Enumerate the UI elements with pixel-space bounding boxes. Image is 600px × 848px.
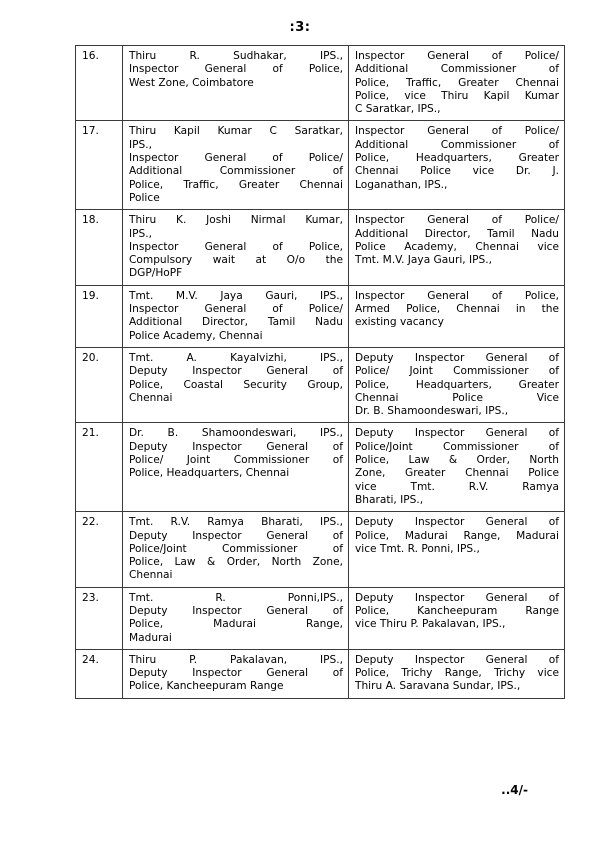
present-posting-line: Inspector General of Police, [129,63,343,76]
posted-as-line: Police Academy, Chennai vice [355,240,559,253]
row-posted-as [349,649,565,698]
row-serial-number: 19. [76,285,123,347]
row-posted-as [349,46,565,121]
present-posting-line: Deputy Inspector General of [129,440,343,453]
present-posting-line: Additional Commissioner of [129,165,343,178]
present-posting-line: Tmt. R.V. Ramya Bharati, IPS., [129,516,343,529]
present-posting-line: Deputy Inspector General of [129,365,343,378]
present-posting-line: Tmt. M.V. Jaya Gauri, IPS., [129,289,343,302]
posted-as-line: Zone, Greater Chennai Police [355,467,559,480]
present-posting-line: Thiru K. Joshi Nirmal Kumar, [129,214,343,227]
present-posting-line: Thiru Kapil Kumar C Saratkar, [129,125,343,138]
row-present-posting [123,46,349,121]
page-continuation-footer: ..4/- [501,783,528,797]
present-posting-line: Tmt. R. Ponni,IPS., [129,591,343,604]
posted-as-line: Armed Police, Chennai in the [355,303,559,316]
present-posting-line: Deputy Inspector General of [129,529,343,542]
row-serial-number: 16. [76,46,123,121]
present-posting-line: DGP/HoPF [129,267,183,280]
posted-as-line: Deputy Inspector General of [355,653,559,666]
present-posting-line: Inspector General of Police/ [129,303,343,316]
present-posting-line: Tmt. A. Kayalvizhi, IPS., [129,351,343,364]
posted-as-line: Police, Law & Order, North [355,454,559,467]
posted-as-line: Police, vice Thiru Kapil Kumar [355,89,559,102]
posted-as-line: Inspector General of Police, [355,289,559,302]
posted-as-line: Tmt. M.V. Jaya Gauri, IPS., [355,254,492,267]
table-row [76,121,565,210]
posted-as-line: Additional Commissioner of [355,63,559,76]
present-posting-line: Madurai [129,631,172,644]
row-serial-number: 18. [76,210,123,285]
row-serial-number: 20. [76,347,123,422]
posted-as-line: Inspector General of Police/ [355,214,559,227]
present-posting-line: Inspector General of Police/ [129,152,343,165]
row-posted-as [349,512,565,587]
present-posting-line: Police, Headquarters, Chennai [129,467,290,480]
row-posted-as [349,423,565,512]
posted-as-line: Dr. B. Shamoondeswari, IPS., [355,405,509,418]
posted-as-line: Inspector General of Police/ [355,125,559,138]
row-present-posting [123,210,349,285]
table-row [76,512,565,587]
row-serial-number: 17. [76,121,123,210]
present-posting-line: Police/Joint Commissioner of [129,542,343,555]
table-row [76,285,565,347]
row-present-posting [123,423,349,512]
posted-as-line: Deputy Inspector General of [355,591,559,604]
row-serial-number: 21. [76,423,123,512]
posted-as-line: Bharati, IPS., [355,493,424,506]
posted-as-line: vice Thiru P. Pakalavan, IPS., [355,618,506,631]
posted-as-line: Thiru A. Saravana Sundar, IPS., [355,680,521,693]
present-posting-line: Dr. B. Shamoondeswari, IPS., [129,427,343,440]
posted-as-line: Additional Director, Tamil Nadu [355,227,559,240]
row-serial-number: 23. [76,587,123,649]
posted-as-line: vice Tmt. R. Ponni, IPS., [355,542,480,555]
row-posted-as [349,347,565,422]
posted-as-line: Police, Headquarters, Greater [355,378,559,391]
present-posting-line: Inspector General of Police, [129,240,343,253]
present-posting-line: Chennai [129,569,173,582]
table-row [76,649,565,698]
present-posting-line: IPS., [129,227,152,240]
present-posting-line: Additional Director, Tamil Nadu [129,316,343,329]
posted-as-line: Inspector General of Police/ [355,50,559,62]
present-posting-line: Police [129,191,160,204]
present-posting-line: Police/ Joint Commissioner of [129,454,343,467]
posted-as-line: C Saratkar, IPS., [355,103,441,116]
table-body [76,46,565,699]
posted-as-line: Police/Joint Commissioner of [355,440,559,453]
row-serial-number: 24. [76,649,123,698]
row-posted-as [349,210,565,285]
present-posting-line: IPS., [129,138,152,151]
row-present-posting [123,512,349,587]
row-present-posting [123,285,349,347]
table-row [76,587,565,649]
present-posting-line: Thiru P. Pakalavan, IPS., [129,653,343,666]
posted-as-line: vice Tmt. R.V. Ramya [355,480,559,493]
posted-as-line: Police, Madurai Range, Madurai [355,529,559,542]
table-row [76,347,565,422]
transfer-posting-table-wrapper [75,45,559,699]
posted-as-line: Police, Kancheepuram Range [355,604,559,617]
row-present-posting [123,347,349,422]
posted-as-line: Deputy Inspector General of [355,516,559,529]
posted-as-line: Deputy Inspector General of [355,351,559,364]
posted-as-line: Police/ Joint Commissioner of [355,365,559,378]
table-row [76,210,565,285]
posted-as-line: Police, Traffic, Greater Chennai [355,76,559,89]
present-posting-line: Deputy Inspector General of [129,667,343,680]
row-posted-as [349,587,565,649]
row-present-posting [123,587,349,649]
page-number-header: :3: [289,20,311,35]
present-posting-line: Police, Coastal Security Group, [129,378,343,391]
posted-as-line: Additional Commissioner of [355,138,559,151]
present-posting-line: Police Academy, Chennai [129,329,263,342]
present-posting-line: Police, Kancheepuram Range [129,680,284,693]
posted-as-line: Chennai Police Vice [355,391,559,404]
posted-as-line: existing vacancy [355,316,444,329]
row-posted-as [349,285,565,347]
table-row [76,423,565,512]
posted-as-line: Deputy Inspector General of [355,427,559,440]
posted-as-line: Police, Trichy Range, Trichy vice [355,667,559,680]
present-posting-line: Police, Traffic, Greater Chennai [129,178,343,191]
transfer-posting-table [75,45,565,699]
row-posted-as [349,121,565,210]
present-posting-line: Police, Madurai Range, [129,618,343,631]
posted-as-line: Police, Headquarters, Greater [355,152,559,165]
posted-as-line: Chennai Police vice Dr. J. [355,165,559,178]
present-posting-line: Deputy Inspector General of [129,604,343,617]
posted-as-line: Loganathan, IPS., [355,178,448,191]
row-serial-number: 22. [76,512,123,587]
present-posting-line: West Zone, Coimbatore [129,76,254,89]
present-posting-line: Thiru R. Sudhakar, IPS., [129,50,343,62]
present-posting-line: Chennai [129,391,173,404]
table-row [76,46,565,121]
present-posting-line: Compulsory wait at O/o the [129,254,343,267]
row-present-posting [123,121,349,210]
present-posting-line: Police, Law & Order, North Zone, [129,556,343,569]
row-present-posting [123,649,349,698]
